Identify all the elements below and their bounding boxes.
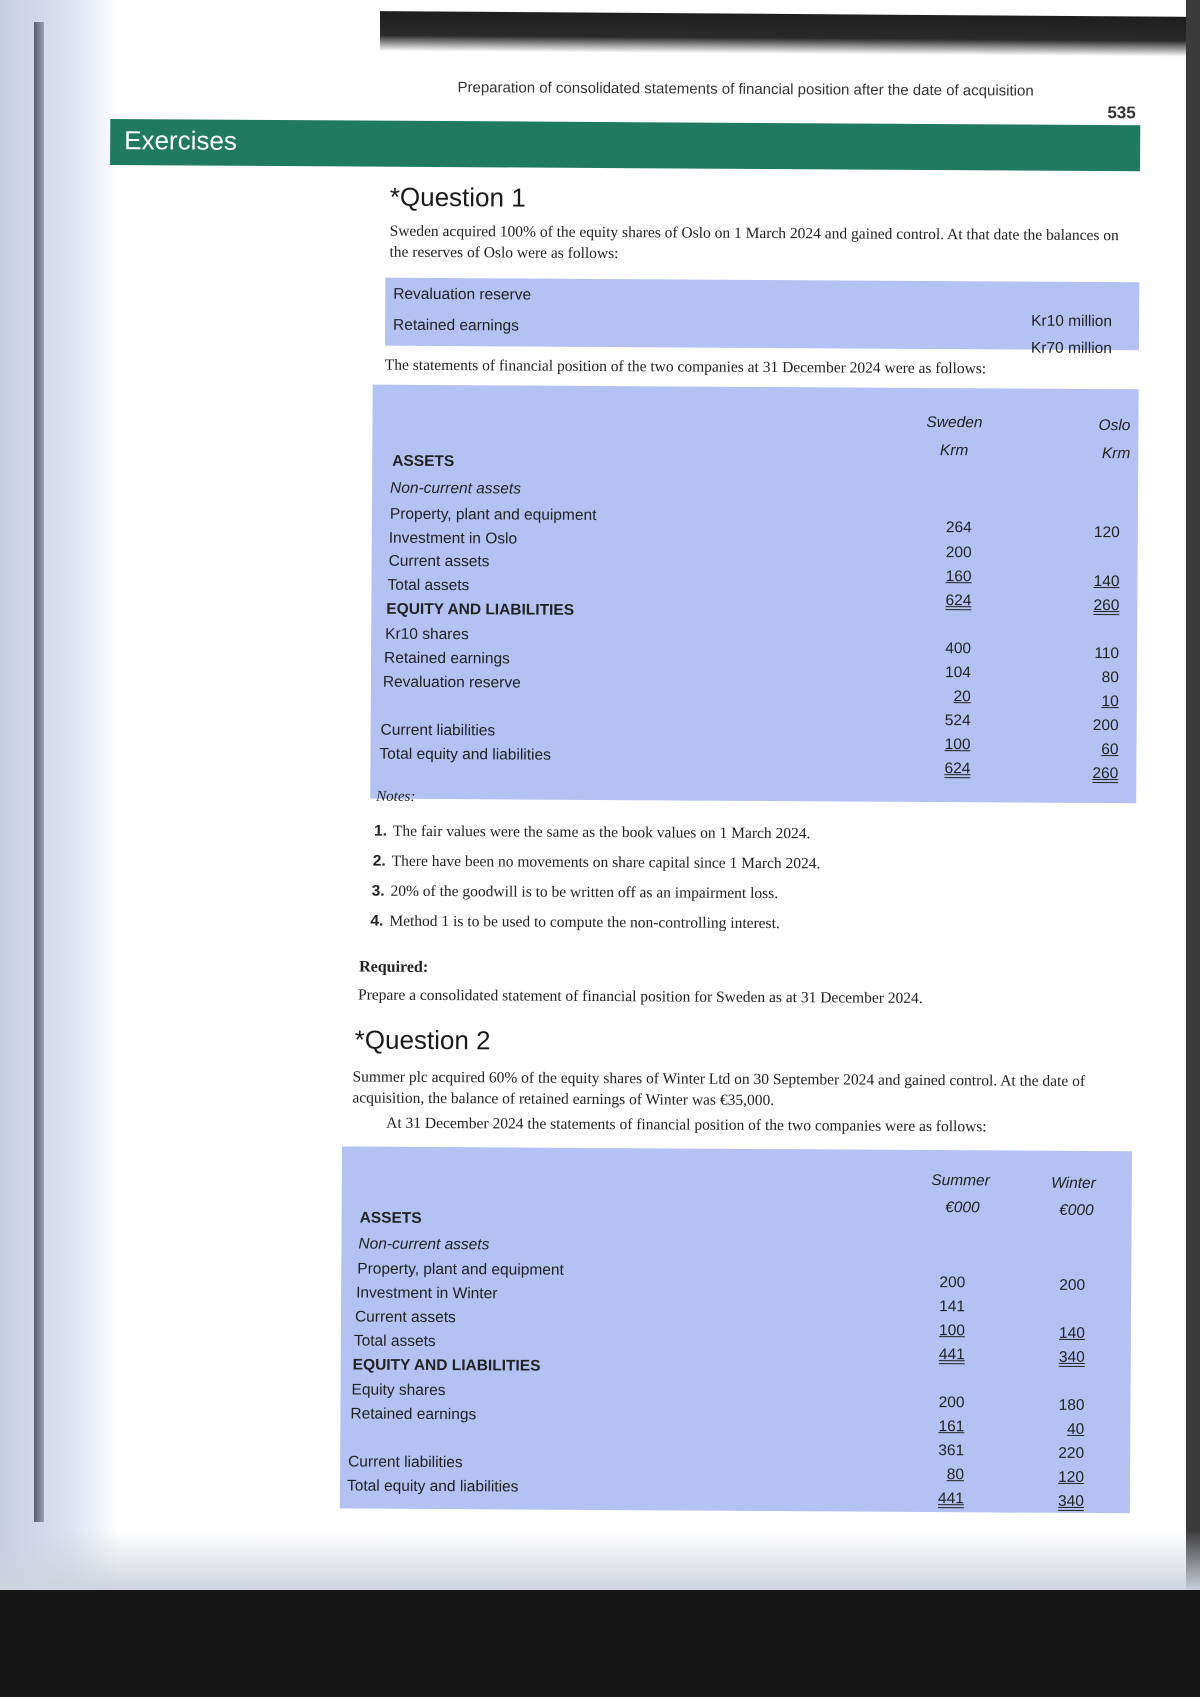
row-value: 110 bbox=[1094, 645, 1120, 663]
row-value: 100 bbox=[944, 736, 971, 754]
row-value: 400 bbox=[945, 640, 972, 658]
row-label: Equity shares bbox=[351, 1381, 446, 1400]
row-value: 180 bbox=[1058, 1396, 1085, 1414]
reserve-label: Revaluation reserve bbox=[393, 285, 532, 304]
row-value: 20 bbox=[953, 688, 971, 706]
row-label: Property, plant and equipment bbox=[357, 1260, 564, 1279]
note-item: 2. There have been no movements on share capital since 1 March 2024. bbox=[372, 852, 821, 873]
row-label: Retained earnings bbox=[350, 1405, 477, 1424]
row-value: 160 bbox=[945, 568, 972, 586]
row-label: Total assets bbox=[353, 1332, 436, 1351]
question-1-title: *Question 1 bbox=[389, 181, 526, 213]
row-value: 200 bbox=[1059, 1276, 1086, 1294]
column-header: Oslo bbox=[1098, 417, 1131, 435]
row-label: Current assets bbox=[354, 1308, 456, 1327]
row-label: Total equity and liabilities bbox=[379, 745, 551, 764]
row-value: 260 bbox=[1092, 765, 1119, 783]
reserve-value: Kr70 million bbox=[1030, 339, 1112, 358]
question-2-title: *Question 2 bbox=[354, 1024, 491, 1056]
required-label: Required: bbox=[359, 958, 429, 976]
row-value: 104 bbox=[945, 664, 972, 682]
row-value: 60 bbox=[1101, 741, 1119, 759]
row-label: Current liabilities bbox=[348, 1453, 463, 1472]
column-header: Summer bbox=[931, 1172, 990, 1190]
row-label: Current assets bbox=[388, 552, 490, 571]
question-1-intro: Sweden acquired 100% of the equity shares of Oslo on 1 March 2024 and gained control. At that date the balances on the reserves of Oslo were as follows: bbox=[389, 222, 1119, 263]
row-value: 624 bbox=[944, 760, 971, 778]
row-label: Total assets bbox=[387, 576, 470, 595]
running-head: Preparation of consolidated statements of financial position after the date of acquisition bbox=[457, 79, 1034, 100]
column-unit: Krm bbox=[939, 442, 969, 460]
row-value: 624 bbox=[945, 592, 972, 610]
row-value: 100 bbox=[939, 1322, 965, 1340]
subsection-heading: Non-current assets bbox=[390, 479, 522, 498]
row-value: 80 bbox=[1101, 669, 1119, 687]
row-value: 140 bbox=[1093, 573, 1120, 591]
row-value: 200 bbox=[1092, 717, 1119, 735]
row-value: 140 bbox=[1058, 1324, 1085, 1342]
row-label: Total equity and liabilities bbox=[346, 1477, 519, 1496]
row-value: 141 bbox=[939, 1298, 966, 1316]
note-item: 1. The fair values were the same as the book values on 1 March 2024. bbox=[373, 822, 811, 843]
row-label: Investment in Winter bbox=[356, 1284, 498, 1303]
question-2-intro: Summer plc acquired 60% of the equity shares of Winter Ltd on 30 September 2024 and gained control. At the date of acquisition, the balance of retained earnings of Winter was €35,000. bbox=[352, 1068, 1086, 1110]
row-value: 200 bbox=[939, 1274, 966, 1292]
column-unit: €000 bbox=[945, 1199, 980, 1217]
row-value: 200 bbox=[945, 544, 972, 562]
row-value: 264 bbox=[945, 519, 972, 537]
notes-label: Notes: bbox=[376, 788, 416, 805]
page-number: 535 bbox=[1107, 103, 1136, 123]
section-heading: EQUITY AND LIABILITIES bbox=[352, 1356, 541, 1375]
row-label: Current liabilities bbox=[380, 721, 496, 740]
section-heading: ASSETS bbox=[359, 1209, 422, 1227]
column-unit: Krm bbox=[1101, 445, 1131, 463]
section-title: Exercises bbox=[124, 125, 237, 156]
row-value: 340 bbox=[1057, 1492, 1084, 1510]
row-label: Property, plant and equipment bbox=[389, 505, 597, 524]
row-value: 260 bbox=[1093, 597, 1120, 615]
question-1-statement-table bbox=[370, 385, 1139, 804]
row-value: 161 bbox=[938, 1418, 965, 1436]
column-unit: €000 bbox=[1059, 1201, 1094, 1220]
section-banner bbox=[110, 119, 1140, 171]
subsection-heading: Non-current assets bbox=[358, 1235, 490, 1254]
note-item: 3. 20% of the goodwill is to be written off as an impairment loss. bbox=[371, 882, 779, 903]
section-heading: ASSETS bbox=[392, 452, 455, 471]
row-value: 10 bbox=[1101, 693, 1119, 711]
reserve-value: Kr10 million bbox=[1031, 312, 1113, 331]
row-value: 441 bbox=[937, 1490, 964, 1508]
row-label: Retained earnings bbox=[383, 649, 510, 668]
required-text: Prepare a consolidated statement of financial position for Sweden as at 31 December 2024. bbox=[357, 986, 923, 1007]
row-value: 120 bbox=[1058, 1468, 1085, 1486]
column-header: Sweden bbox=[926, 413, 983, 432]
row-label: Investment in Oslo bbox=[388, 529, 518, 548]
column-header: Winter bbox=[1051, 1174, 1096, 1193]
row-value: 340 bbox=[1058, 1348, 1085, 1366]
note-item: 4. Method 1 is to be used to compute the non-controlling interest. bbox=[370, 912, 780, 933]
question-1-statement-intro: The statements of financial position of the two companies at 31 December 2024 were as follows: bbox=[384, 356, 987, 378]
row-value: 200 bbox=[938, 1394, 965, 1412]
question-2-intro-2: At 31 December 2024 the statements of financial position of the two companies were as follows: bbox=[386, 1114, 987, 1136]
row-label: Revaluation reserve bbox=[382, 673, 521, 692]
row-value: 441 bbox=[938, 1346, 965, 1364]
section-heading: EQUITY AND LIABILITIES bbox=[386, 600, 575, 619]
row-value: 80 bbox=[946, 1466, 965, 1484]
row-value: 361 bbox=[938, 1442, 965, 1460]
row-value: 220 bbox=[1058, 1444, 1085, 1462]
reserve-label: Retained earnings bbox=[393, 316, 519, 335]
row-value: 120 bbox=[1093, 524, 1120, 542]
row-label: Kr10 shares bbox=[385, 625, 469, 644]
row-value: 40 bbox=[1067, 1420, 1085, 1438]
row-value: 524 bbox=[944, 712, 971, 730]
